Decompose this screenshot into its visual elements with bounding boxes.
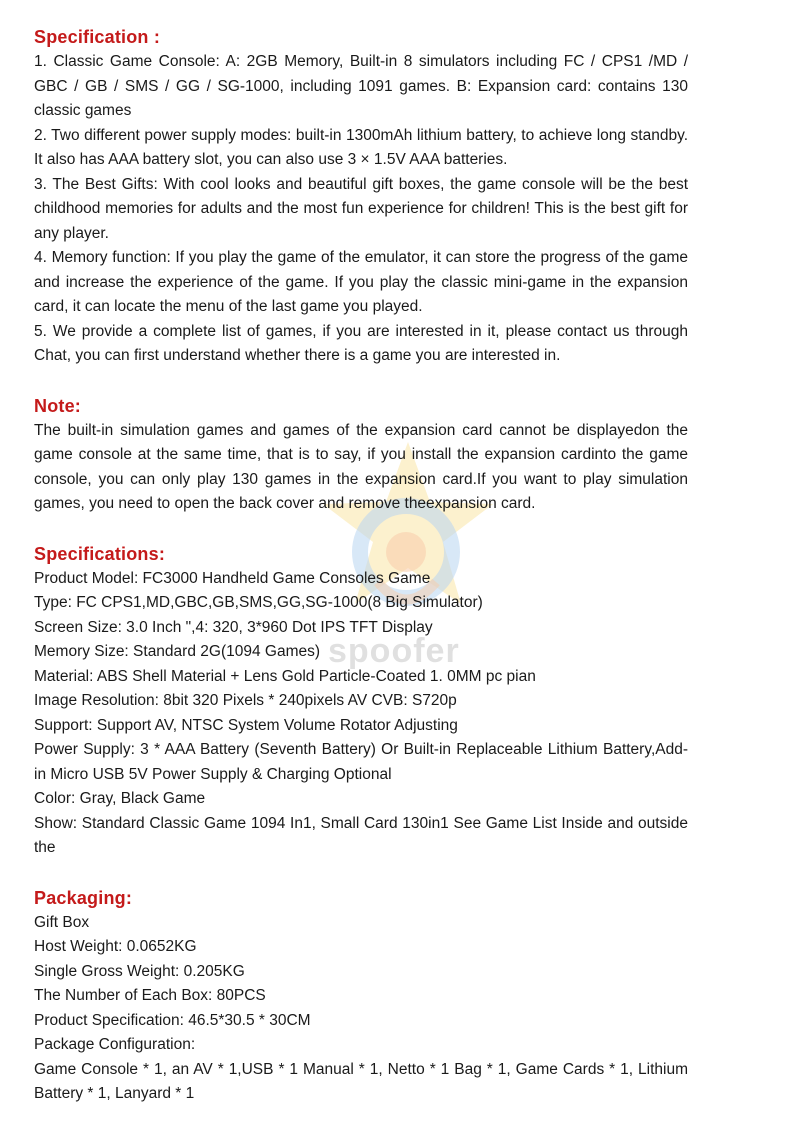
gross-weight-line: Single Gross Weight: 0.205KG	[34, 962, 245, 980]
power-supply-line: Power Supply: 3 * AAA Battery (Seventh Battery) Or Built-in Replaceable Lithium Battery,Add-in Micro USB 5V Power Supply & Charging Optional	[34, 741, 688, 783]
memory-size-line: Memory Size: Standard 2G(1094 Games)	[34, 643, 321, 660]
color-line: Color: Gray, Black Game	[34, 790, 206, 807]
note-heading: Note:	[34, 395, 81, 416]
packaging-heading: Packaging:	[34, 887, 133, 908]
box-count-line: The Number of Each Box: 80PCS	[34, 987, 266, 1004]
image-resolution-line: Image Resolution: 8bit 320 Pixels * 240pixels AV CVB: S720p	[34, 692, 457, 709]
package-config-line: Game Console * 1, an AV * 1,USB * 1 Manual * 1, Netto * 1 Bag * 1, Game Cards * 1, Lithium Battery * 1, Lanyard * 1	[34, 1060, 688, 1102]
show-line: Show: Standard Classic Game 1094 In1, Small Card 130in1 See Game List Inside and outside the	[34, 814, 688, 856]
product-spec-line: Product Specification: 46.5*30.5 * 30CM	[34, 1011, 311, 1029]
specification-section	[34, 24, 688, 369]
gift-box-line: Gift Box	[34, 913, 90, 931]
product-model-line: Product Model: FC3000 Handheld Game Consoles Game	[34, 569, 431, 587]
note-text: The built-in simulation games and games of the expansion card cannot be displayedon the game console at the same time, that is to say, if you install the expansion cardinto the game console, you can only play 130 games in the expansion card.If you want to play simulation games, you need to open the back cover and remove theexpansion card.	[34, 421, 688, 512]
spec-item-3: 3. The Best Gifts: With cool looks and beautiful gift boxes, the game console will be the best childhood memories for adults and the most fun experience for children! This is the best gift for any player.	[34, 175, 688, 242]
package-config-label: Package Configuration:	[34, 1036, 196, 1053]
support-line: Support: Support AV, NTSC System Volume Rotator Adjusting	[34, 716, 458, 734]
note-section	[34, 393, 688, 517]
spec-item-1: 1. Classic Game Console: A: 2GB Memory, Built-in 8 simulators including FC / CPS1 /MD / GBC / GB / SMS / GG / SG-1000, including 1091 games. B: Expansion card: contains 130 classic games	[34, 53, 688, 119]
type-line: Type: FC CPS1,MD,GBC,GB,SMS,GG,SG-1000(8 Big Simulator)	[34, 594, 483, 611]
specifications-heading: Specifications:	[34, 543, 166, 564]
host-weight-line: Host Weight: 0.0652KG	[34, 938, 197, 955]
product-description	[34, 24, 688, 1107]
material-line: Material: ABS Shell Material + Lens Gold Particle-Coated 1. 0MM pc pian	[34, 667, 536, 685]
packaging-section	[34, 885, 688, 1107]
screen-size-line: Screen Size: 3.0 Inch ",4: 320, 3*960 Dot IPS TFT Display	[34, 618, 433, 636]
specification-heading: Specification :	[34, 27, 161, 47]
specifications-section	[34, 541, 688, 861]
watermark-text: spoofer	[328, 632, 460, 670]
spec-item-5: 5. We provide a complete list of games, if you are interested in it, please contact us through Chat, you can first understand whether there is a game you are interested in.	[34, 322, 688, 364]
spec-item-2: 2. Two different power supply modes: built-in 1300mAh lithium battery, to achieve long standby. It also has AAA battery slot, you can also use 3 × 1.5V AAA batteries.	[34, 126, 688, 168]
spec-item-4: 4. Memory function: If you play the game of the emulator, it can store the progress of the game and increase the experience of the game. If you play the classic mini-game in the expansion card, it can locate the menu of the last game you played.	[34, 249, 688, 315]
